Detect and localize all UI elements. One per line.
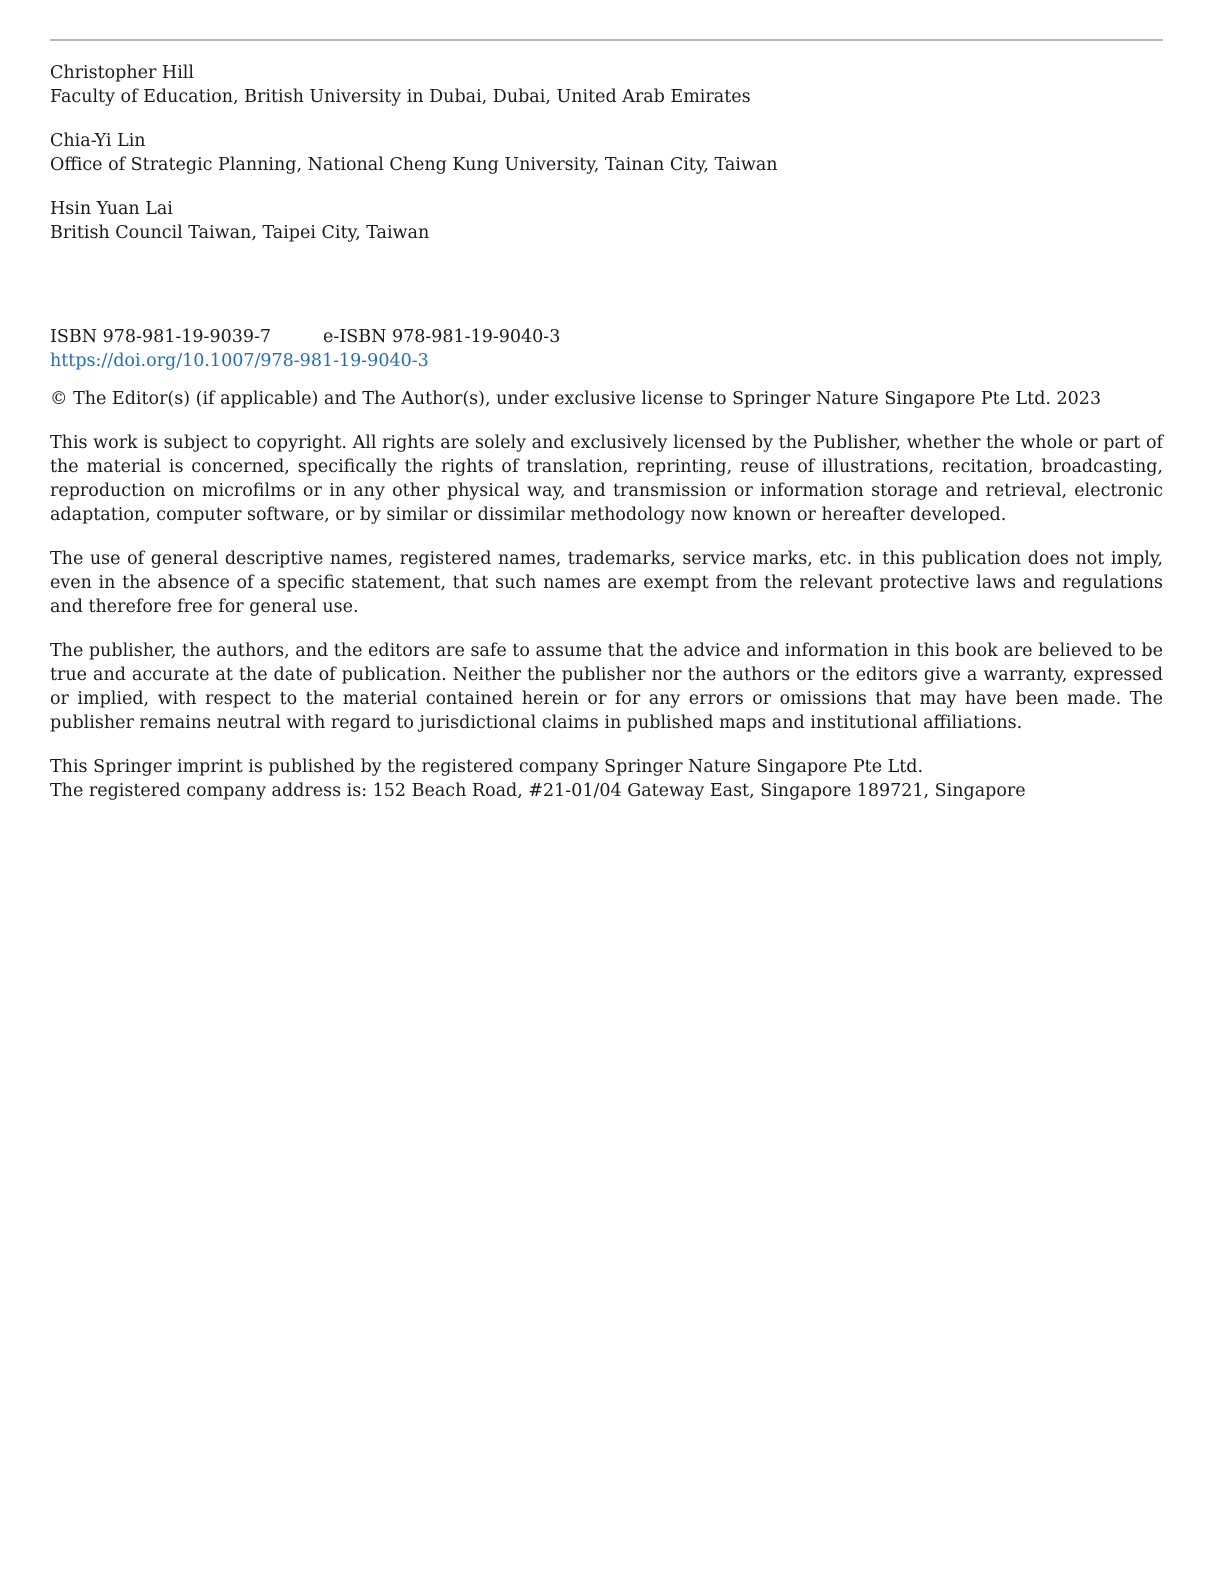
rights-paragraph: This work is subject to copyright. All rights are solely and exclusively licensed by the Publisher, whether the whole or part of the material is concerned, specifically the rights of translation, reprinting, reuse of illustrations, recitation, broadcasting, reproduction on microfilms or in any other physical way, and transmission or information storage and retrieval, electronic adaptation, computer software, or by similar or dissimilar methodology now known or hereafter developed.	[50, 433, 1163, 525]
editor-entry	[50, 61, 1163, 109]
editor-affiliation: Office of Strategic Planning, National Cheng Kung University, Tainan City, Taiwan	[50, 155, 778, 175]
editor-name: Christopher Hill	[50, 63, 194, 83]
disclaimer-paragraph: The publisher, the authors, and the editors are safe to assume that the advice and information in this book are believed to be true and accurate at the date of publication. Neither the publisher nor the authors or the editors give a warranty, expressed or implied, with respect to the material contained herein or for any errors or omissions that may have been made. The publisher remains neutral with regard to jurisdictional claims in published maps and institutional affiliations.	[50, 641, 1163, 733]
imprint-block	[50, 755, 1163, 803]
isbn: ISBN 978-981-19-9039-7	[50, 327, 272, 347]
editor-name: Hsin Yuan Lai	[50, 199, 173, 219]
page-content	[50, 61, 1163, 803]
doi-link[interactable]: https://doi.org/10.1007/978-981-19-9040-3	[50, 351, 429, 371]
editor-entry	[50, 197, 1163, 245]
address-line: The registered company address is: 152 Beach Road, #21-01/04 Gateway East, Singapore 189721, Singapore	[50, 781, 1026, 801]
editor-affiliation: Faculty of Education, British University in Dubai, Dubai, United Arab Emirates	[50, 87, 751, 107]
imprint-line: This Springer imprint is published by the registered company Springer Nature Singapore Pte Ltd.	[50, 757, 924, 777]
isbn-block	[50, 325, 1163, 373]
copyright-notice: © The Editor(s) (if applicable) and The Author(s), under exclusive license to Springer Nature Singapore Pte Ltd. 2023	[50, 389, 1102, 409]
editor-name: Chia-Yi Lin	[50, 131, 146, 151]
editor-affiliation: British Council Taiwan, Taipei City, Taiwan	[50, 223, 430, 243]
isbn-row	[50, 325, 1163, 349]
editor-entry	[50, 129, 1163, 177]
top-rule	[50, 39, 1163, 41]
trademark-paragraph: The use of general descriptive names, registered names, trademarks, service marks, etc. in this publication does not imply, even in the absence of a specific statement, that such names are exempt from the relevant protective laws and regulations and therefore free for general use.	[50, 549, 1163, 617]
e-isbn: e-ISBN 978-981-19-9040-3	[323, 327, 561, 347]
